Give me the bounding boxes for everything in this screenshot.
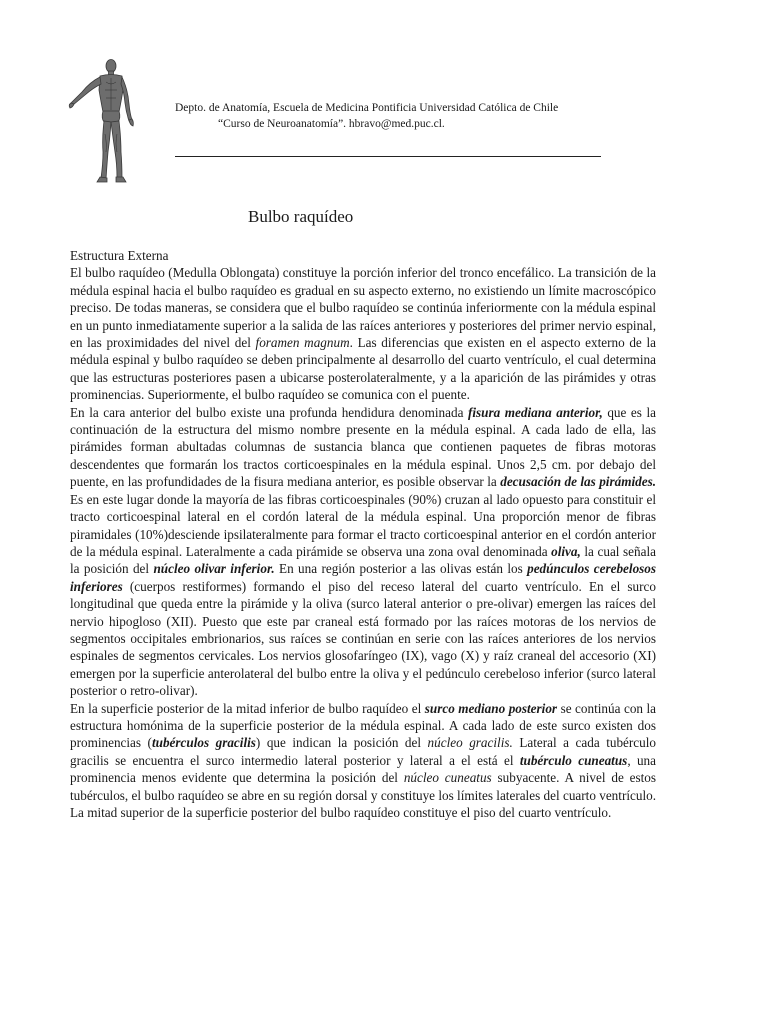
section-heading: Estructura Externa [70,248,169,263]
term-surco-mediano-posterior: surco mediano posterior [424,700,558,716]
term-tuberculos-gracilis: tubérculos gracilis [151,735,256,751]
page-title: Bulbo raquídeo [248,207,354,226]
text-run: En la superficie posterior de la mitad inferior de bulbo raquídeo el [70,700,425,716]
text-run: Lateral a cada tubérculo gracilis se encuentra el surco intermedio lateral posterior y lateral a el está el [70,735,656,768]
term-tuberculo-cuneatus: tubérculo cuneatus [519,752,628,768]
paragraph-1 [70,264,656,403]
paragraph-3 [70,700,656,822]
document-body [70,247,656,821]
term-fisura-mediana-anterior: fisura mediana anterior, [467,404,603,420]
text-run: En una región posterior a las olivas están los [274,561,528,577]
term-nucleo-cuneatus: núcleo cuneatus [403,770,492,786]
term-foramen-magnum: foramen magnum [255,335,350,351]
text-run: se continúa con la estructura homónima de la superficie posterior de la médula espinal. A cada lado de este surco existen dos prominencias ( [70,700,657,751]
document-header [175,100,645,132]
term-pedunculos-cerebelosos: pedúnculos cerebelosos inferiores [70,561,657,594]
header-divider [175,156,601,157]
text-run: subyacente. A nivel de estos tubérculos, el bulbo raquídeo se abre en su región dorsal y constituye los límites laterales del cuarto ventrículo. La mitad superior de la superficie posterior del bulbo raquídeo constituye el piso del cuarto ventrículo. [70,770,657,820]
text-run: , una prominencia menos evidente que determina la posición del [70,752,656,786]
text-run: (cuerpos restiformes) formando el piso del receso lateral del cuarto ventrículo. En el surco longitudinal que queda entre la pirámide y la oliva (surco lateral anterior o pre-olivar) emergen las raíces del nervio hipogloso (XII). Puesto que este par craneal está formado por las raíces motoras de los nervios de segmentos occipitales embrionarios, sus raíces se continúan en serie con las raíces anteriores de los nervios espinales de segmentos cervicales. Los nervios glosofaríngeo (IX), vago (X) y raíz craneal del accesorio (XI) emergen por la superficie anterolateral del bulbo entre la oliva y el pedúnculo cerebeloso inferior (surco lateral posterior o retro-olivar). [70,578,656,699]
header-institution: Depto. de Anatomía, Escuela de Medicina Pontificia Universidad Católica de Chile [175,102,559,114]
text-run: . Las diferencias que existen en el aspecto externo de la médula espinal y bulbo raquídeo se deben principalmente al desarrollo del cuarto ventrículo, el cual determina que las estructuras posteriores pasen a ubicarse posterolateralmente, y a la aparición de las pirámides y otras prominencias. Superiormente, el bulbo raquídeo se comunica con el puente. [70,335,656,403]
term-nucleo-gracilis: núcleo gracilis. [427,735,513,751]
text-run: Es en este lugar donde la mayoría de las fibras corticoespinales (90%) cruzan al lado opuesto para constituir el tracto corticoespinal lateral en el cordón lateral de la médula espinal. Una proporción menor de fibras piramidales (10%)desciende ipsilateralmente para formar el tracto corticoespinal anterior en el cordón anterior de la médula espinal. Lateralmente a cada pirámide se observa una zona oval denominada [70,491,656,559]
term-nucleo-olivar-inferior: núcleo olivar inferior. [153,561,275,577]
text-run: ) que indican la posición del [255,735,428,751]
paragraph-2 [70,404,656,700]
text-run: En la cara anterior del bulbo existe una profunda hendidura denominada [70,404,468,420]
term-decusacion-piramides: decusación de las pirámides. [500,474,656,490]
text-run: que es la continuación de la estructura del mismo nombre presente en la médula espinal. A cada lado de ella, las pirámides forman abultadas columnas de sustancia blanca que contienen paquetes de fibras motoras descendentes que formarán los tractos corticoespinales en la médula espinal. Unos 2,5 cm. por debajo del puente, en las profundidades de la fisura mediana anterior, es posible observar la [70,404,656,490]
term-oliva: oliva, [551,543,581,559]
anatomical-figure-icon [66,56,148,188]
header-course-contact: “Curso de Neuroanatomía”. hbravo@med.puc.cl. [218,118,445,130]
text-run: El bulbo raquídeo (Medulla Oblongata) constituye la porción inferior del tronco encefálico. La transición de la médula espinal hacia el bulbo raquídeo es gradual en su aspecto externo, no existiendo un límite macroscópico preciso. De todas maneras, se considera que el bulbo raquídeo se continúa inferiormente con la médula espinal en un punto inmediatamente superior a la salida de las raíces anteriores y posteriores del primer nervio espinal, en las proximidades del nivel del [70,265,656,351]
text-run: la cual señala la posición del [70,543,656,577]
